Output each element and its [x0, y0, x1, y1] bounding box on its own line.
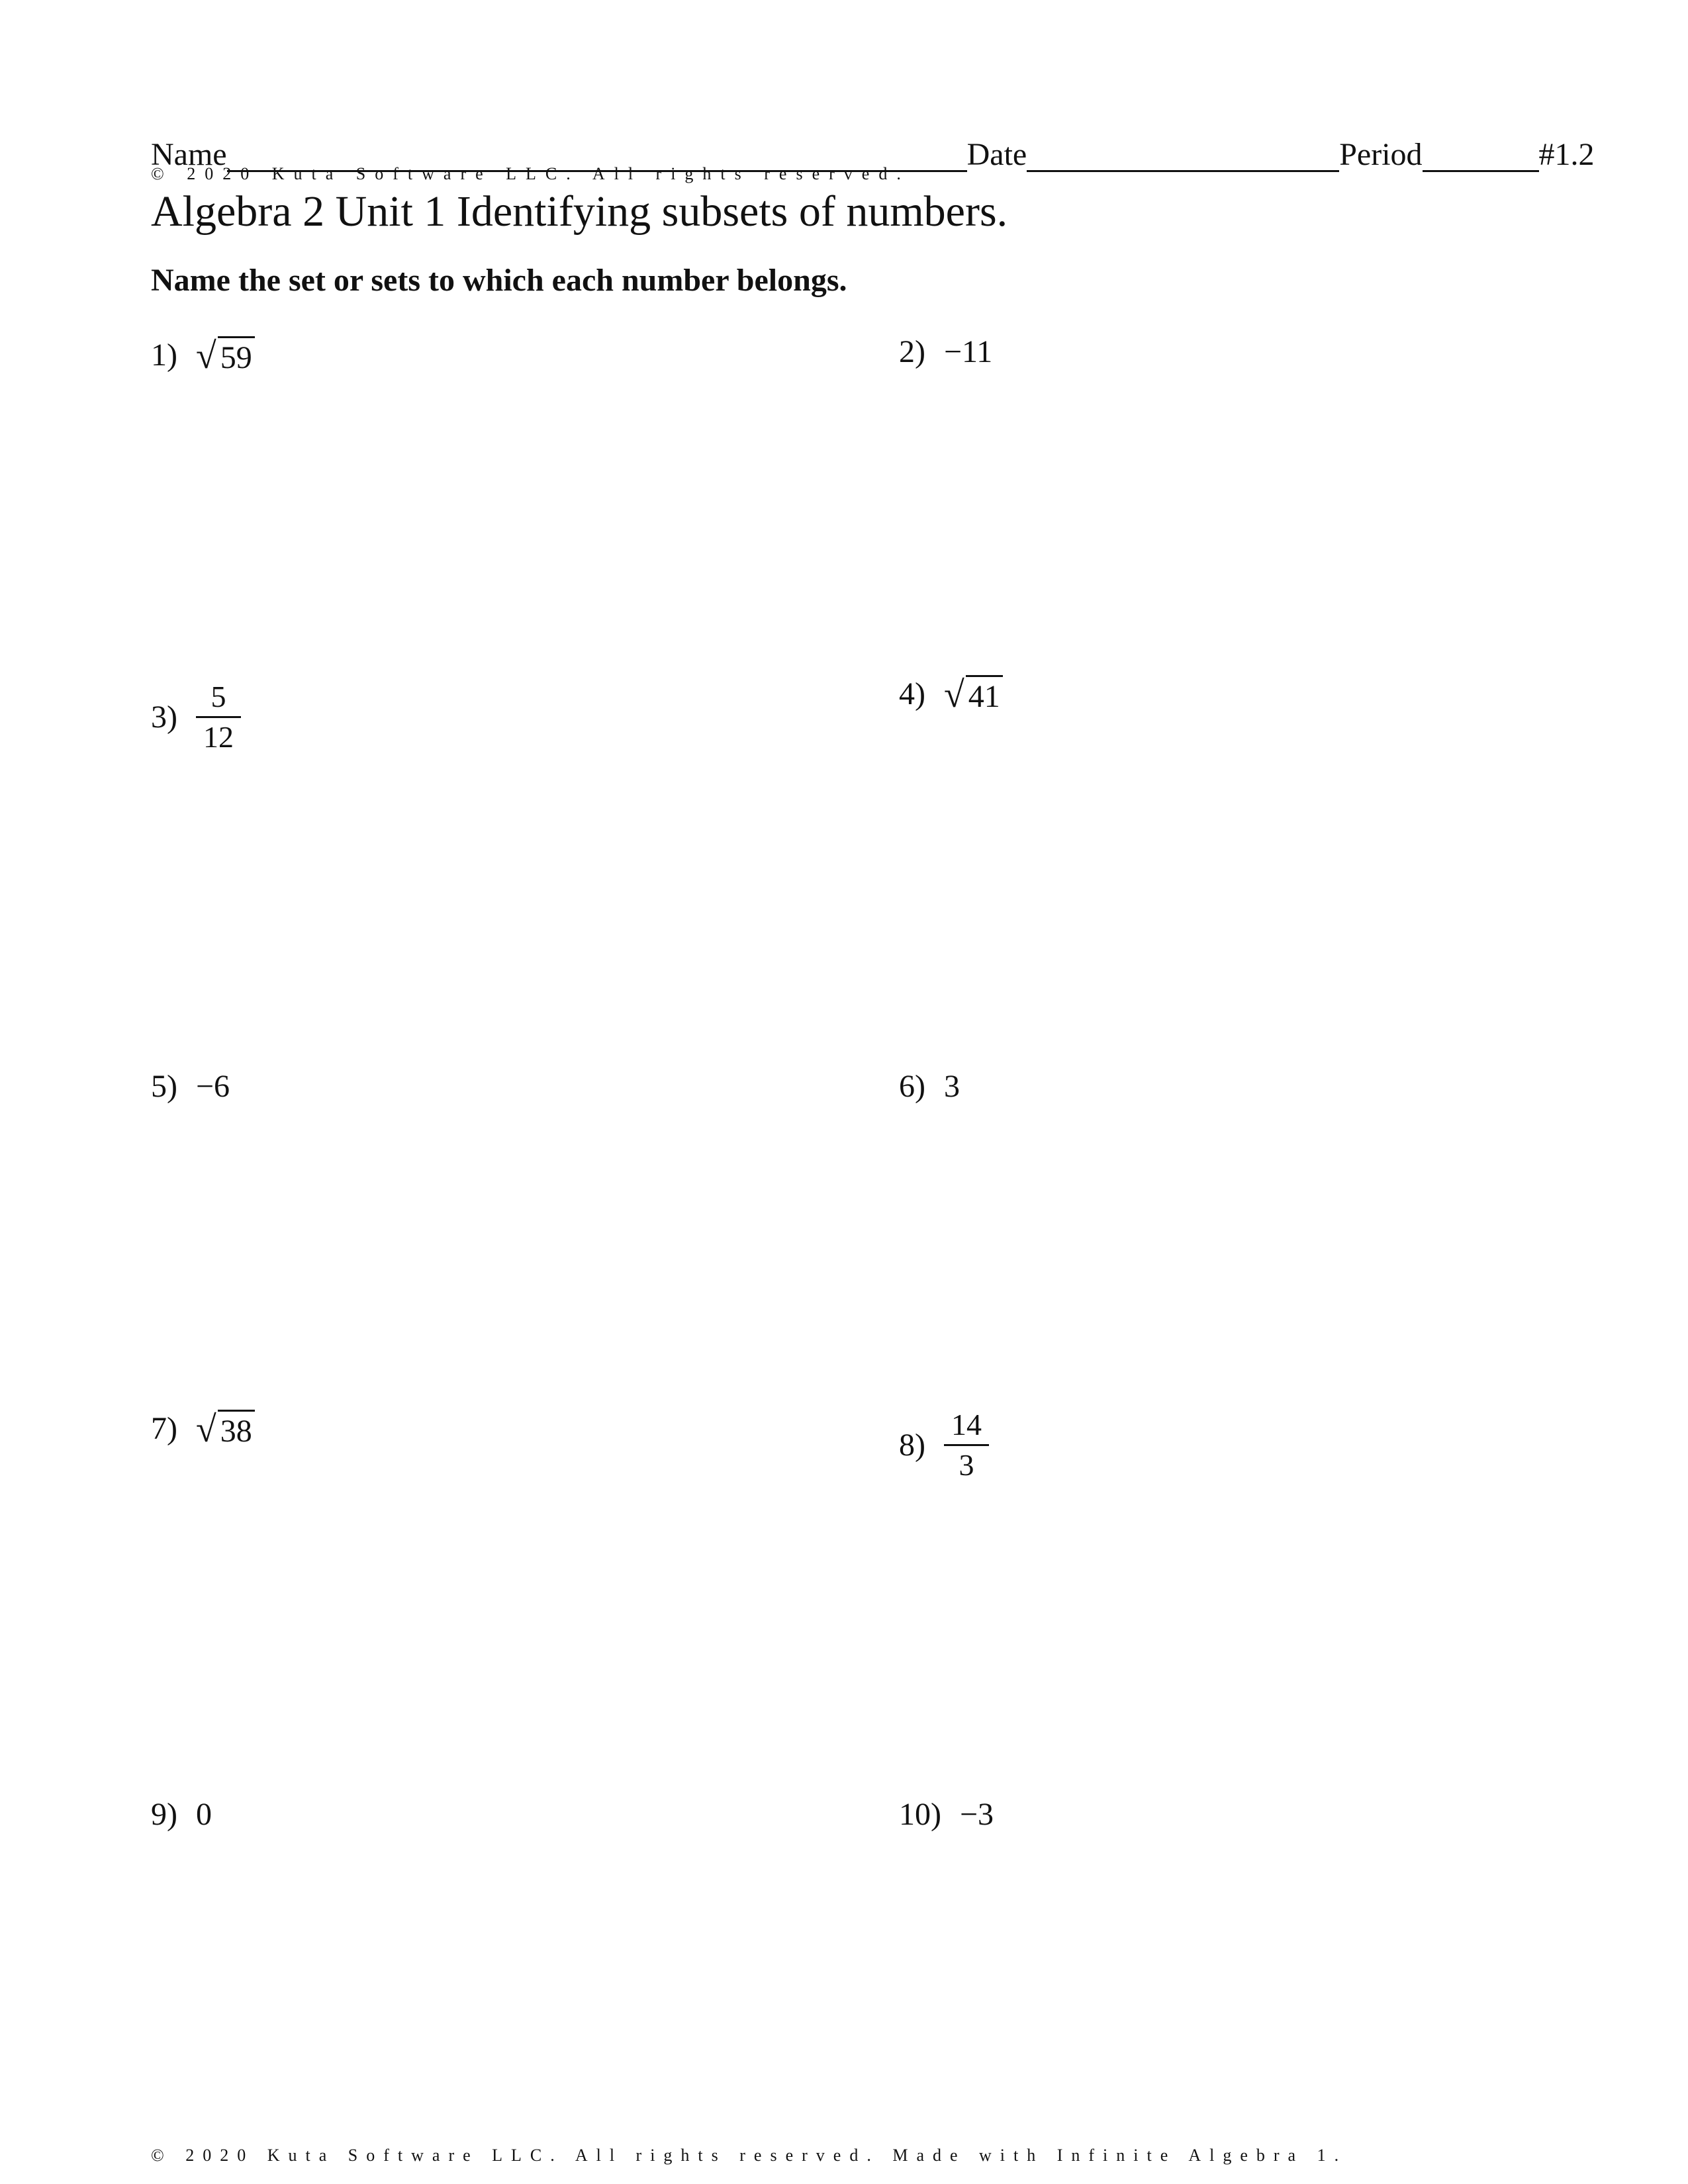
problem-10 — [899, 1799, 994, 1831]
problem-number: 5) — [151, 1069, 177, 1104]
problem-3 — [151, 682, 241, 752]
radicand: 38 — [218, 1410, 255, 1447]
problem-number: 8) — [899, 1427, 925, 1463]
period-blank-line[interactable] — [1423, 142, 1539, 172]
problem-value: −6 — [195, 1069, 230, 1104]
copyright-notice-bottom: © 2020 Kuta Software LLC. All rights reserved. Made with Infinite Algebra 1. — [151, 2146, 1348, 2165]
problem-number: 10) — [899, 1797, 941, 1832]
date-label: Date — [966, 137, 1027, 172]
name-label: Name — [151, 137, 227, 172]
radical-sign-icon: √ — [943, 674, 964, 715]
fraction — [196, 682, 241, 752]
problem-value: 0 — [195, 1797, 212, 1832]
denominator: 12 — [203, 720, 234, 754]
problem-number: 4) — [899, 676, 925, 711]
radical-sign-icon: √ — [195, 1409, 216, 1450]
problem-7 — [151, 1409, 255, 1450]
problem-8 — [899, 1410, 989, 1480]
problem-number: 7) — [151, 1410, 177, 1446]
problem-number: 9) — [151, 1797, 177, 1832]
problem-value: 3 — [943, 1069, 960, 1104]
problem-1 — [151, 336, 255, 377]
sheet-id: #1.2 — [1538, 137, 1595, 172]
period-label: Period — [1339, 137, 1423, 172]
worksheet-title: Algebra 2 Unit 1 Identifying subsets of numbers. — [151, 187, 1008, 236]
problem-4 — [899, 675, 1003, 713]
problem-9 — [151, 1799, 212, 1831]
square-root-expression — [944, 675, 1003, 713]
denominator: 3 — [959, 1448, 974, 1482]
problem-value: −3 — [959, 1797, 994, 1832]
problem-number: 3) — [151, 699, 177, 735]
problem-number: 1) — [151, 337, 177, 373]
fraction — [944, 1410, 989, 1480]
problem-number: 6) — [899, 1069, 925, 1104]
worksheet-instructions: Name the set or sets to which each number belongs. — [151, 263, 847, 298]
numerator: 14 — [944, 1410, 989, 1446]
copyright-notice-top: © 2020 Kuta Software LLC. All rights reserved. — [151, 164, 910, 183]
problem-6 — [899, 1071, 960, 1103]
square-root-expression — [195, 336, 255, 377]
numerator: 5 — [196, 682, 241, 718]
problem-5 — [151, 1071, 230, 1103]
problem-value: −11 — [943, 334, 993, 369]
radicand: 59 — [218, 336, 255, 374]
problem-2 — [899, 336, 992, 368]
date-blank-line[interactable] — [1027, 142, 1339, 172]
problem-number: 2) — [899, 334, 925, 369]
radicand: 41 — [966, 675, 1003, 713]
square-root-expression — [195, 1409, 255, 1450]
radical-sign-icon: √ — [195, 336, 216, 377]
